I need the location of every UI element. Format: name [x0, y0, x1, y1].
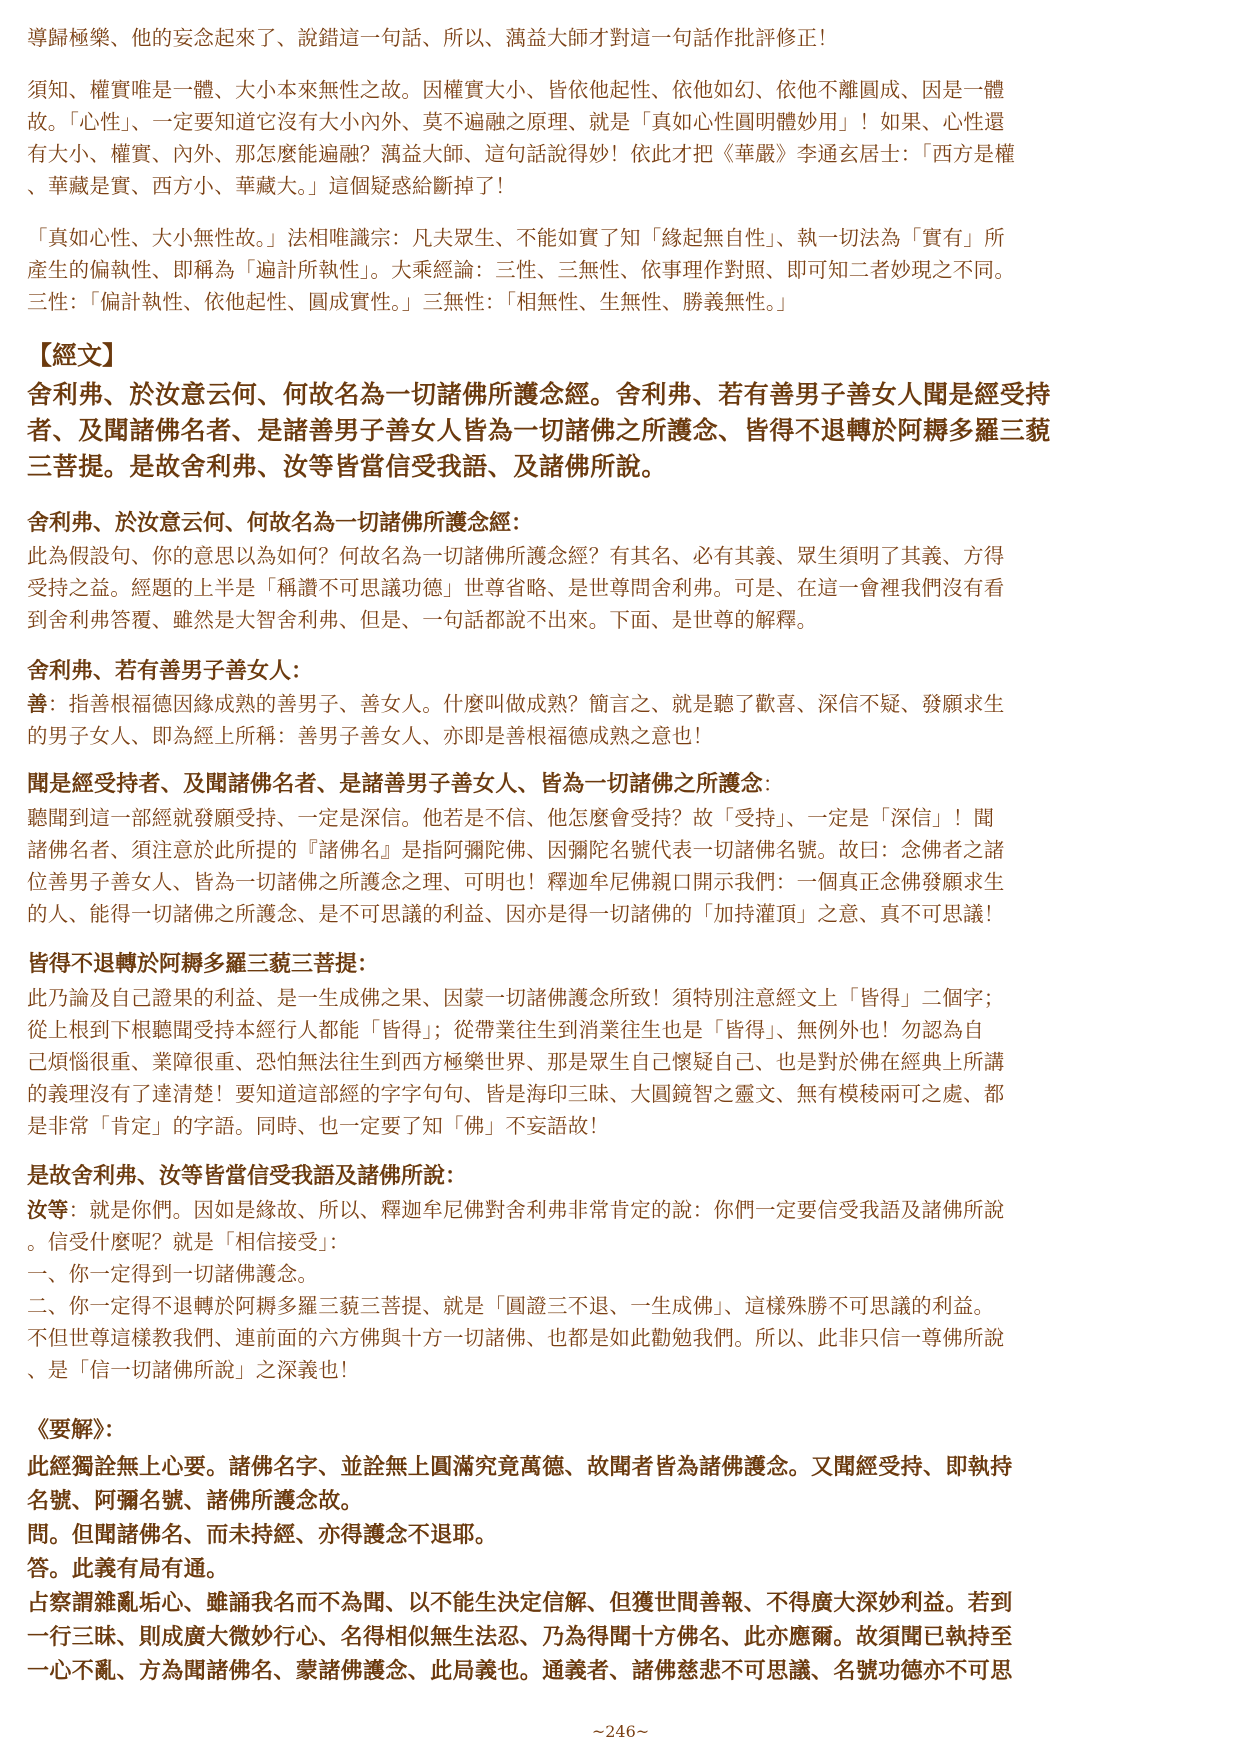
text-line: 須知、權實唯是一體、大小本來無性之故。因權實大小、皆依他起性、依他如幻、依他不離圓成、因是一體 — [27, 78, 1005, 102]
text-line: 己煩惱很重、業障很重、恐怕無法往生到西方極樂世界、那是眾生自己懷疑自己、也是對於佛在經典上所講 — [27, 1050, 1005, 1074]
text-line — [27, 1194, 1217, 1226]
paragraph-zhenru — [27, 222, 1217, 318]
text-line: 有大小、權實、內外、那怎麼能遍融？蕅益大師、這句話說得妙！依此才把《華嚴》李通玄居士：「西方是權 — [27, 142, 1016, 166]
section-body-4 — [27, 982, 1217, 1142]
text-line: 一行三昧、則成廣大微妙行心、名得相似無生法忍、乃為得聞十方佛名、此亦應爾。故須聞已執持至 — [27, 1624, 1013, 1650]
text-line — [27, 688, 1217, 720]
text-line: 故。「心性」、一定要知道它沒有大小內外、莫不遍融之原理、就是「真如心性圓明體妙用」！如果、心性還 — [27, 110, 1005, 134]
text-line: 的義理沒有了達清楚！要知道這部經的字字句句、皆是海印三昧、大圓鏡智之靈文、無有模稜兩可之處、都 — [27, 1082, 1005, 1106]
section-body-3 — [27, 802, 1217, 930]
section-heading-3 — [27, 768, 1217, 800]
text-line: 從上根到下根聽聞受持本經行人都能「皆得」；從帶業往生到消業往生也是「皆得」、無例外也！勿認為自 — [27, 1018, 985, 1042]
text-line: 名號、阿彌名號、諸佛所護念故。 — [27, 1488, 364, 1514]
text-line: 的男子女人、即為經上所稱：善男子善女人、亦即是善根福德成熟之意也！ — [27, 724, 714, 748]
text-line: 、是「信一切諸佛所說」之深義也！ — [27, 1358, 360, 1382]
text-line: 三菩提。是故舍利弗、汝等皆當信受我語、及諸佛所說。 — [27, 452, 668, 481]
text-line: 者、及聞諸佛名者、是諸善男子善女人皆為一切諸佛之所護念、皆得不退轉於阿耨多羅三藐 — [27, 416, 1052, 445]
sutra-heading: 【經文】 — [27, 341, 128, 370]
term-definition: ：指善根福德因緣成熟的善男子、善女人。什麼叫做成熟？簡言之、就是聽了歡喜、深信不疑、發願求生 — [47, 692, 1005, 716]
text-line: 是非常「肯定」的字語。同時、也一定要了知「佛」不妄語故！ — [27, 1114, 610, 1138]
section-body-1 — [27, 540, 1217, 636]
text-line: 此乃論及自己證果的利益、是一生成佛之果、因蒙一切諸佛護念所致！須特別注意經文上「皆得」二個字； — [27, 986, 1005, 1010]
text-line: 三性：「偏計執性、依他起性、圓成實性。」三無性：「相無性、生無性、勝義無性。」 — [27, 290, 798, 314]
paragraph-intro — [27, 22, 1217, 54]
text-line: 一、你一定得到一切諸佛護念。 — [27, 1262, 319, 1286]
text-line: 諸佛名者、須注意於此所提的『諸佛名』是指阿彌陀佛、因彌陀名號代表一切諸佛名號。故曰：念佛者之諸 — [27, 838, 1005, 862]
paragraph-quanshi — [27, 74, 1217, 202]
section-body-5 — [27, 1194, 1217, 1386]
text-line: 一心不亂、方為聞諸佛名、蒙諸佛護念、此局義也。通義者、諸佛慈悲不可思議、名號功德亦不可思 — [27, 1658, 1013, 1684]
text-line: 、華藏是實、西方小、華藏大。」這個疑惑給斷掉了！ — [27, 174, 516, 198]
text-line: 到舍利弗答覆、雖然是大智舍利弗、但是、一句話都說不出來。下面、是世尊的解釋。 — [27, 608, 818, 632]
text-line: 位善男子善女人、皆為一切諸佛之所護念之理、可明也！釋迦牟尼佛親口開示我們：一個真正念佛發願求生 — [27, 870, 1005, 894]
text-line: 問。但聞諸佛名、而未持經、亦得護念不退耶。 — [27, 1522, 498, 1548]
text-line: 二、你一定得不退轉於阿耨多羅三藐三菩提、就是「圓證三不退、一生成佛」、這樣殊勝不可思議的利益。 — [27, 1294, 995, 1318]
text-line: 導歸極樂、他的妄念起來了、說錯這一句話、所以、蕅益大師才對這一句話作批評修正！ — [27, 26, 839, 50]
page-number: ~246~ — [591, 1722, 650, 1741]
section-heading-4: 皆得不退轉於阿耨多羅三藐三菩提： — [27, 951, 380, 977]
text-line: 此經獨詮無上心要。諸佛名字、並詮無上圓滿究竟萬德、故聞者皆為諸佛護念。又聞經受持、即執持 — [27, 1454, 1013, 1480]
text-line: 「真如心性、大小無性故。」法相唯識宗：凡夫眾生、不能如實了知「緣起無自性」、執一切法為「實有」所 — [27, 226, 1005, 250]
term-label: 汝等 — [27, 1198, 69, 1222]
text-line: 產生的偏執性、即稱為「遍計所執性」。大乘經論：三性、三無性、依事理作對照、即可知二者妙現之不同。 — [27, 258, 1016, 282]
section-heading-1: 舍利弗、於汝意云何、何故名為一切諸佛所護念經： — [27, 510, 534, 536]
sutra-text — [27, 377, 1217, 485]
section-body-2 — [27, 688, 1217, 752]
text-line: 答。此義有局有通。 — [27, 1556, 229, 1582]
yaojie-heading: 《要解》： — [27, 1417, 127, 1443]
text-line: 受持之益。經題的上半是「稱讚不可思議功德」世尊省略、是世尊問舍利弗。可是、在這一會裡我們沒有看 — [27, 576, 1005, 600]
text-line: 聽聞到這一部經就發願受持、一定是深信。他若是不信、他怎麼會受持？故「受持」、一定是「深信」！聞 — [27, 806, 995, 830]
text-line: 的人、能得一切諸佛之所護念、是不可思議的利益、因亦是得一切諸佛的「加持灌頂」之意、真不可思議！ — [27, 902, 1005, 926]
text-line: 。信受什麼呢？就是「相信接受」： — [27, 1230, 350, 1254]
text-line: 占察謂雜亂垢心、雖誦我名而不為聞、以不能生決定信解、但獲世間善報、不得廣大深妙利益。若到 — [27, 1590, 1013, 1616]
section-heading-text: 聞是經受持者、及聞諸佛名者、是諸善男子善女人、皆為一切諸佛之所護念 — [27, 771, 763, 797]
section-heading-5: 是故舍利弗、汝等皆當信受我語及諸佛所說： — [27, 1163, 468, 1189]
text-line: 舍利弗、於汝意云何、何故名為一切諸佛所護念經。舍利弗、若有善男子善女人聞是經受持 — [27, 380, 1052, 409]
section-heading-colon: ： — [762, 772, 784, 796]
term-label: 善 — [27, 692, 48, 716]
text-line: 此為假設句、你的意思以為如何？何故名為一切諸佛所護念經？有其名、必有其義、眾生須明了其義、方得 — [27, 544, 1005, 568]
yaojie-text — [27, 1450, 1217, 1688]
text-line: 不但世尊這樣教我們、連前面的六方佛與十方一切諸佛、也都是如此勸勉我們。所以、此非只信一尊佛所說 — [27, 1326, 1005, 1350]
section-heading-2: 舍利弗、若有善男子善女人： — [27, 658, 314, 684]
term-definition: ：就是你們。因如是緣故、所以、釋迦牟尼佛對舍利弗非常肯定的說：你們一定要信受我語及諸佛所說 — [68, 1198, 1005, 1222]
